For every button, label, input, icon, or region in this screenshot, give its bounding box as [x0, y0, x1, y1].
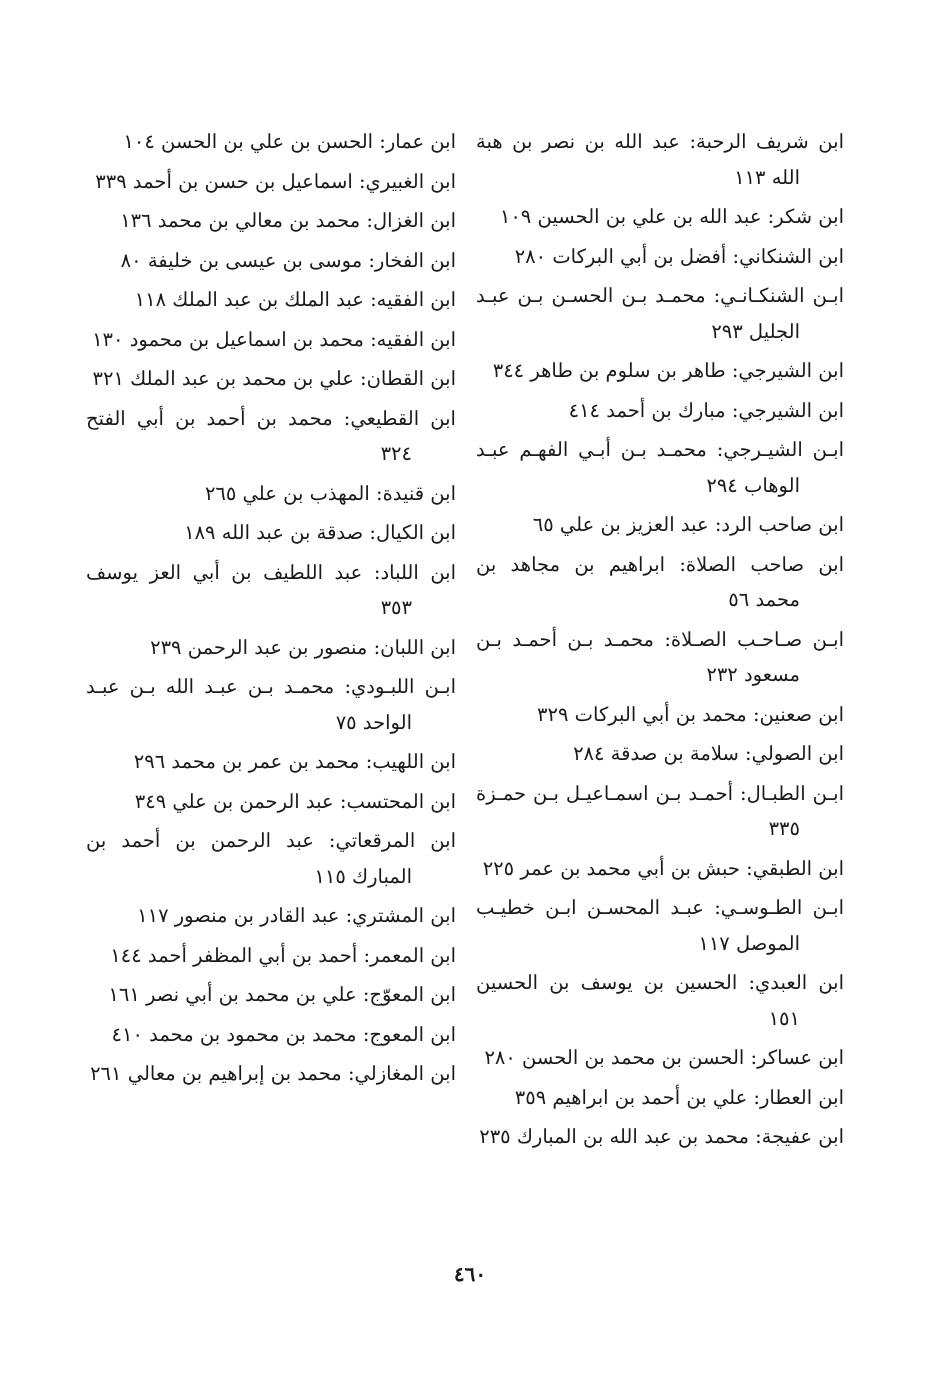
index-entry — [86, 938, 456, 974]
entry-reference: عبد الرحمن بن أحمد بن المبارك ١١٥ — [86, 829, 412, 888]
index-entry — [476, 1040, 844, 1076]
index-entry — [86, 977, 456, 1013]
entry-reference: المهذب بن علي ٢٦٥ — [204, 481, 370, 505]
entry-reference: محمد بن عبد الله بن المبارك ٢٣٥ — [479, 1125, 749, 1148]
entry-name: ابـن الطبـال: — [740, 781, 844, 805]
index-entry — [476, 890, 844, 961]
entry-name: ابن اللهيب: — [365, 750, 456, 773]
index-entry — [86, 243, 456, 279]
entry-name: ابن الغزال: — [366, 209, 456, 232]
index-entry — [86, 898, 456, 934]
entry-reference: مبارك بن أحمد ٤١٤ — [568, 398, 726, 422]
index-entry — [86, 1056, 456, 1092]
entry-reference: عبد القادر بن منصور ١١٧ — [137, 904, 340, 927]
entry-name: ابن المعمر: — [363, 943, 456, 967]
entry-name: ابـن الطـوسـي: — [714, 896, 844, 919]
entry-reference: أحمد بن أبي المظفر أحمد ١٤٤ — [110, 943, 358, 967]
entry-reference: محمد بن أبي البركات ٣٢٩ — [537, 702, 747, 726]
index-entry — [476, 393, 844, 429]
index-entry — [86, 823, 456, 894]
entry-name: ابن المشتري: — [345, 904, 456, 927]
index-entry — [86, 361, 456, 397]
entry-name: ابن الكيال: — [369, 521, 456, 544]
entry-name: ابن المحتسب: — [339, 789, 456, 813]
entry-reference: محمد بن اسماعيل بن محمود ١٣٠ — [92, 327, 364, 351]
index-entry — [476, 353, 844, 389]
entry-name: ابن المرقعاتي: — [328, 829, 456, 852]
entry-reference: ابراهيم بن مجاهد بن محمد ٥٦ — [476, 552, 800, 611]
entry-reference: عبد الملك بن عبد الملك ١١٨ — [134, 288, 364, 311]
index-entry — [86, 515, 456, 551]
index-entry — [86, 630, 456, 666]
entry-name: ابن الفخار: — [368, 248, 456, 272]
index-entry — [86, 322, 456, 358]
entry-reference: أفضل بن أبي البركات ٢٨٠ — [514, 244, 727, 268]
entry-name: ابـن اللبـودي: — [344, 675, 457, 698]
entry-reference: محمد بن عمر بن محمد ٢٩٦ — [133, 750, 360, 773]
entry-reference: علي بن محمد بن أبي نصر ١٦١ — [108, 983, 357, 1006]
index-entry — [476, 278, 844, 349]
entry-name: ابن صاحب الصلاة: — [679, 552, 845, 576]
index-entry — [476, 1080, 844, 1116]
index-entry — [86, 784, 456, 820]
entry-name: ابن الشيرجي: — [731, 359, 844, 382]
index-entry — [476, 736, 844, 772]
entry-name: ابن الشنكاني: — [732, 244, 844, 268]
entry-reference: أحمـد بـن اسمـاعيـل بـن حمـزة ٣٣٥ — [476, 781, 800, 840]
index-entry — [476, 622, 844, 693]
entry-name: ابن شريف الرحبة: — [689, 130, 844, 153]
index-entry — [476, 239, 844, 275]
index-entry — [476, 697, 844, 733]
index-entry — [86, 124, 456, 160]
entry-reference: عبد الرحمن بن علي ٣٤٩ — [134, 789, 334, 813]
entry-reference: طاهر بن سلوم بن طاهر ٣٤٤ — [492, 359, 726, 382]
entry-reference: عبد العزيز بن علي ٦٥ — [532, 513, 709, 536]
index-entry — [86, 744, 456, 780]
entry-reference: علي بن أحمد بن ابراهيم ٣٥٩ — [514, 1085, 748, 1109]
entry-reference: اسماعيل بن حسن بن أحمد ٣٣٩ — [95, 169, 353, 193]
index-entry — [476, 507, 844, 543]
entry-reference: الحسن بن محمد بن الحسن ٢٨٠ — [484, 1046, 745, 1069]
entry-name: ابن اللباد: — [373, 560, 457, 584]
index-entry — [476, 199, 844, 235]
entry-name: ابن العبدي: — [748, 971, 845, 994]
entry-name: ابـن صـاحـب الصـلاة: — [664, 627, 844, 651]
entry-name: ابن شكر: — [767, 205, 844, 228]
entry-reference: سلامة بن صدقة ٢٨٤ — [573, 742, 739, 765]
entry-reference: موسى بن عيسى بن خليفة ٨٠ — [120, 248, 363, 272]
index-entry — [86, 401, 456, 472]
page-number: ٤٦٠ — [453, 1262, 487, 1286]
entry-name: ابن صاحب الرد: — [714, 513, 844, 536]
entry-reference: الحسين بن يوسف بن الحسين ١٥١ — [476, 971, 800, 1030]
index-entry — [476, 1119, 844, 1155]
index-entry — [476, 124, 844, 195]
entry-reference: علي بن محمد بن عبد الملك ٣٢١ — [92, 367, 354, 390]
entry-reference: محمد بن معالي بن محمد ١٣٦ — [120, 209, 361, 232]
entry-reference: عبد اللطيف بن أبي العز يوسف ٣٥٣ — [86, 560, 412, 619]
entry-name: ابن العطار: — [753, 1085, 844, 1109]
entry-name: ابن المعوج: — [362, 1022, 456, 1046]
entry-name: ابن الغبيري: — [358, 169, 456, 193]
entry-name: ابن صعنين: — [752, 702, 844, 726]
index-entry — [476, 851, 844, 887]
entry-name: ابن الفقيه: — [370, 327, 456, 351]
entry-reference: حبش بن أبي محمد بن عمر ٢٢٥ — [482, 856, 740, 880]
index-entry — [86, 1017, 456, 1053]
index-entry — [86, 669, 456, 740]
entry-name: ابن عمار: — [379, 130, 456, 153]
entry-name: ابن الطبقي: — [746, 856, 844, 880]
index-entry — [86, 555, 456, 626]
entry-reference: محمـد بـن الحسـن بـن عبـد الجليل ٢٩٣ — [476, 284, 800, 343]
index-entry — [86, 476, 456, 512]
entry-name: ابن قنيدة: — [376, 481, 456, 505]
entry-reference: عبد الله بن نصر بن هبة الله ١١٣ — [476, 130, 800, 189]
entry-name: ابـن الشنكـانـي: — [713, 284, 844, 307]
entry-reference: منصور بن عبد الرحمن ٢٣٩ — [150, 635, 368, 659]
entry-reference: محمد بن أحمد بن أبي الفتح ٣٢٤ — [86, 406, 412, 465]
entry-name: ابن المعوّج: — [362, 983, 456, 1006]
entry-reference: صدقة بن عبد الله ١٨٩ — [184, 521, 364, 544]
entry-name: ابـن الشيـرجي: — [716, 438, 845, 461]
entry-reference: الحسن بن علي بن الحسن ١٠٤ — [123, 130, 374, 153]
entry-reference: محمـد بـن أحمـد بـن مسعود ٢٣٢ — [476, 627, 800, 686]
entry-reference: عبد الله بن علي بن الحسين ١٠٩ — [499, 205, 762, 228]
entry-name: ابن الفقيه: — [370, 288, 456, 311]
entry-reference: محمـد بـن عبـد الله بـن عبـد الواحد ٧٥ — [86, 675, 412, 734]
entry-name: ابن المغازلي: — [347, 1062, 456, 1085]
index-column-left — [86, 124, 456, 1096]
index-entry — [476, 432, 844, 503]
index-entry — [86, 282, 456, 318]
entry-reference: عبـد المحسـن ابـن خطيـب الموصل ١١٧ — [476, 896, 800, 955]
index-entry — [86, 164, 456, 200]
entry-name: ابن اللبان: — [373, 635, 456, 659]
index-entry — [476, 965, 844, 1036]
entry-name: ابن القطان: — [360, 367, 456, 390]
entry-name: ابن الشيرجي: — [731, 398, 844, 422]
entry-reference: محمد بن إبراهيم بن معالي ٢٦١ — [90, 1062, 342, 1085]
entry-reference: محمد بن محمود بن محمد ٤١٠ — [111, 1022, 357, 1046]
entry-name: ابن القطيعي: — [343, 406, 456, 430]
entry-reference: محمـد بـن أبـي الفهـم عبـد الوهاب ٢٩٤ — [476, 438, 800, 497]
entry-name: ابن الصولي: — [745, 742, 844, 765]
index-entry — [86, 203, 456, 239]
entry-name: ابن عفيجة: — [755, 1125, 844, 1148]
index-entry — [476, 547, 844, 618]
entry-name: ابن عساكر: — [750, 1046, 844, 1069]
index-column-right — [476, 124, 844, 1159]
index-entry — [476, 776, 844, 847]
